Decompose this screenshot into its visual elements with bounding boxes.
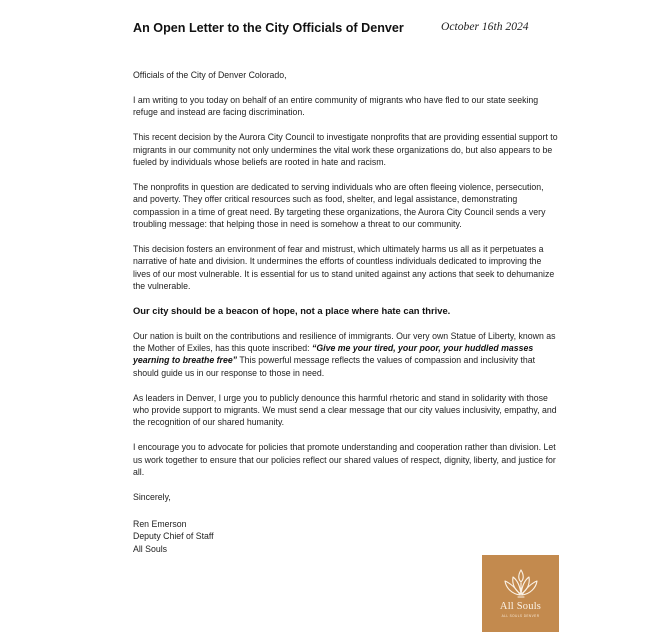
paragraph-6-intro: Our nation is built on the contributions and resilience of immigrants. Our very own Statue of Liberty, known as the Mother of Exiles, has this quote inscribed: xyxy=(133,330,556,354)
logo-subtitle: ALL SOULS DENVER xyxy=(501,614,540,618)
paragraph-4: This decision fosters an environment of fear and mistrust, which ultimately harms us all as it perpetuates a narrative of hate and division. It undermines the efforts of countless individuals dedicated to improving the lives of our most vulnerable. It is essential for us to stand united against any actions that seek to dehumanize the vulnerable. xyxy=(133,243,555,292)
paragraph-7: As leaders in Denver, I urge you to publicly denounce this harmful rhetoric and stand in solidarity with those who provide support to migrants. We must send a clear message that our city values inclusivity, empathy, and the recognition of our shared humanity. xyxy=(133,392,557,428)
paragraph-1: I am writing to you today on behalf of an entire community of migrants who have fled to our state seeking refuge and instead are facing discrimination. xyxy=(133,95,539,118)
highlight-statement: Our city should be a beacon of hope, not a place where hate can thrive. xyxy=(133,304,451,316)
letter-body xyxy=(133,69,559,555)
signer-name: Ren Emerson xyxy=(133,518,187,529)
paragraph-8: I encourage you to advocate for policies that promote understanding and cooperation rather than division. Let us work together to ensure that our policies reflect our shared values of respect, dignity, liberty, and justice for all. xyxy=(133,442,556,478)
letter-date: October 16th 2024 xyxy=(441,20,529,33)
signature-block xyxy=(133,491,559,555)
paragraph-6 xyxy=(133,330,559,380)
signer-role: Deputy Chief of Staff xyxy=(133,531,214,542)
paragraph-2: This recent decision by the Aurora City Council to investigate nonprofits that are providing essential support to migrants in our community not only undermines the vital work these organizations do, but also appears to be fueled by individuals whose beliefs are rooted in hate and racism. xyxy=(133,132,558,168)
lotus-flame-icon xyxy=(501,566,541,600)
all-souls-logo xyxy=(482,555,559,632)
logo-wordmark: All Souls xyxy=(499,601,542,612)
closing: Sincerely, xyxy=(133,491,171,502)
paragraph-3: The nonprofits in question are dedicated to serving individuals who are often fleeing violence, persecution, and poverty. They offer critical resources such as food, shelter, and legal assistance, demonstrating compassion in a time of great need. By targeting these organizations, the Aurora City Council sends a very troubling message: that helping those in need is somehow a threat to our community. xyxy=(133,181,546,230)
signer-org: All Souls xyxy=(133,543,168,554)
paragraph-6-outro: This powerful message reflects the values of compassion and inclusivity that should guide us in our response to those in need. xyxy=(133,355,536,378)
letter-title: An Open Letter to the City Officials of Denver xyxy=(133,21,404,35)
liberty-quote: “Give me your tired, your poor, your huddled masses yearning to breathe free” xyxy=(133,343,534,366)
salutation: Officials of the City of Denver Colorado, xyxy=(133,70,287,80)
